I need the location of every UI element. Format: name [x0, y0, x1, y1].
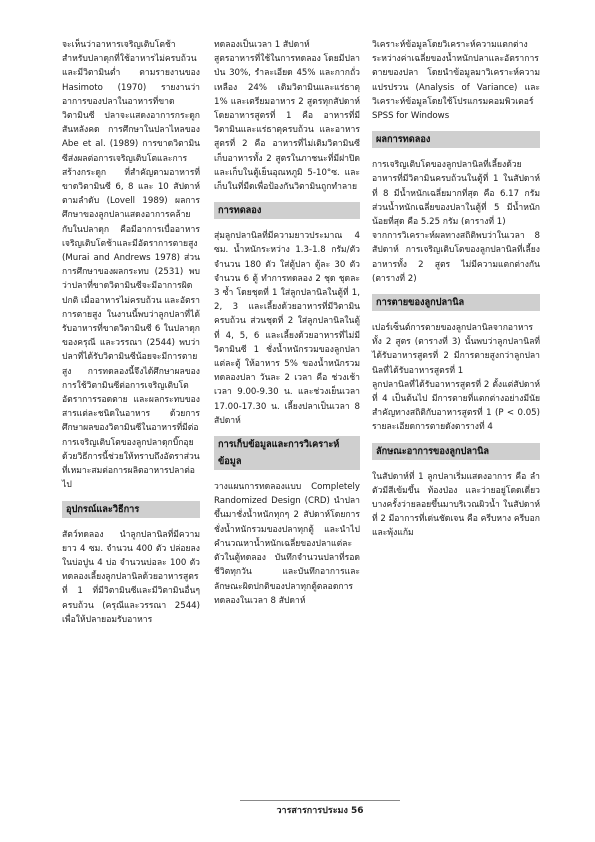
- page-footer: วารสารการประมง 56: [240, 800, 400, 817]
- paragraph: จากการวิเคราะห์ผลทางสถิติพบว่าในเวลา 8 สัปดาห์ การเจริญเติบโตของลูกปลานิลที่เลี้ยงอาหารทั้ง 2 สูตร ไม่มีความแตกต่างกัน (ตารางที่ 2): [372, 231, 540, 284]
- paragraph: จะเห็นว่าอาหารเจริญเติบโตช้า สำหรับปลาดุกที่ใช้อาหารไม่ครบถ้วนและมีวิตามินต่ำ ตามรายงานของ Hasimoto (1970) รายงานว่าอาการของปลาในอาหารที่ขาดวิตามินซี ปลาจะแสดงอาการกระดูกสันหลังคด การศึกษาในปลาไหลของ Abe et al. (1989) การขาดวิตามินซีส่งผลต่อการเจริญเติบโตและการสร้างกระดูก ที่สำคัญตามอาหารที่ขาดวิตามินซี 6, 8 และ 10 สัปดาห์ตามลำดับ (Lovell 1989) ผลการศึกษาของลูกปลาแสดงอาการคล้ายกับในปลาดุก คือมีอาการเบื่ออาหาร เจริญเติบโตช้าและมีอัตราการตายสูง (Murai and Andrews 1978) ส่วนการศึกษาของผลกระทบ (2531) พบว่าปลาที่ขาดวิตามินซีจะมีอาการผิดปกติ เมื่ออาหารไม่ครบถ้วน และอัตราการตายสูง ในงานนี้พบว่าลูกปลาที่ได้รับอาหารที่ขาดวิตามินซี 6 ในปลาดุกของครุณี และวรรณา (2544) พบว่าปลาที่ได้รับวิตามินซีน้อยจะมีการตายสูง การทดลองนี้จึงได้ศึกษาผลของการใช้วิตามินซีต่อการเจริญเติบโต อัตราการรอดตาย และผลกระทบของสารแต่ละชนิดในอาหาร ด้วยการศึกษาผลของวิตามินซีในอาหารที่มีต่อการเจริญเติบโตของลูกปลาดุกบิ๊กอุย ด้วยวิธีการนี้ช่วยให้ทราบถึงอัตราส่วนที่เหมาะสมต่อการผลิตอาหารปลาต่อไป: [62, 40, 200, 491]
- paragraph: เปอร์เซ็นต์การตายของลูกปลานิลจากอาหารทั้ง 2 สูตร (ตารางที่ 3) นั้นพบว่าลูกปลานิลที่ได้รับอาหารสูตรที่ 2 มีการตายสูงกว่าลูกปลานิลที่ได้รับอาหารสูตรที่ 1: [372, 323, 540, 376]
- paragraph: ลูกปลานิลที่ได้รับอาหารสูตรที่ 2 ตั้งแต่สัปดาห์ที่ 4 เป็นต้นไป มีการตายที่แตกต่างอย่างมีนัยสำคัญทางสถิติกับอาหารสูตรที่ 1 (P < 0.05) รายละเอียดการตายดังตารางที่ 4: [372, 379, 540, 433]
- paragraph: ในสัปดาห์ที่ 1 ลูกปลาเริ่มแสดงอาการ คือ ลำตัวมีสีเข้มขึ้น ท้องป่อง และว่ายอยู่โดดเดี่ยว บางครั้งว่ายลอยขึ้นมาบริเวณผิวน้ำ ในสัปดาห์ที่ 2 มีอาการที่เด่นชัดเจน คือ ครีบหาง ครีบอก และพุ้งแก้ม: [372, 471, 541, 539]
- paragraph: วางแผนการทดลองแบบ Completely Randomized Design (CRD) นำปลาขึ้นมาชั่งน้ำหนักทุกๆ 2 สัปดาห์โดยการชั่งน้ำหนักรวมของปลาทุกตู้ และนำไปคำนวณหาน้ำหนักเฉลี่ยของปลาแต่ละตัวในตู้ทดลอง บันทึกจำนวนปลาที่รอดชีวิตทุกวัน และบันทึกอาการและลักษณะผิดปกติของปลาทุกตู้ตลอดการทดลองในเวลา 8 สัปดาห์: [214, 482, 360, 606]
- section-heading-results: ผลการทดลอง: [372, 131, 540, 148]
- section-heading-experiment: การทดลอง: [214, 202, 360, 219]
- section-heading-data-analysis: การเก็บข้อมูลและการวิเคราะห์ข้อมูล: [214, 436, 360, 470]
- paragraph: สุ่มลูกปลานิลที่มีความยาวประมาณ 4 ซม. น้ำหนักระหว่าง 1.3-1.8 กรัม/ตัว จำนวน 180 ตัว ใส่ตู้ปลา ตู้ละ 30 ตัว จำนวน 6 ตู้ ทำการทดลอง 2 ชุด ชุดละ 3 ซ้ำ โดยชุดที่ 1 ใส่ลูกปลานิลในตู้ที่ 1, 2, 3 และเลี้ยงด้วยอาหารที่มีวิตามินครบถ้วน ส่วนชุดที่ 2 ใส่ลูกปลานิลในตู้ที่ 4, 5, 6 และเลี้ยงด้วยอาหารที่ไม่มีวิตามินซี 1 ชั่งน้ำหนักรวมของลูกปลาแต่ละตู้ ให้อาหาร 5% ของน้ำหนักรวมทดลองปลา วันละ 2 เวลา คือ ช่วงเช้าเวลา 9.00-9.30 น. และช่วงเย็นเวลา 17.00-17.30 น. เลี้ยงปลาเป็นเวลา 8 สัปดาห์: [214, 231, 360, 426]
- column-left: [62, 38, 200, 627]
- paragraph: สัตว์ทดลอง นำลูกปลานิลที่มีความยาว 4 ซม. จำนวน 400 ตัว ปล่อยลงในบ่อปูน 4 บ่อ จำนวนบ่อละ 100 ตัว ทดลองเลี้ยงลูกปลานิลด้วยอาหารสูตรที่ 1 ที่มีวิตามินซีและมีวิตามินอื่นๆ ครบถ้วน (ครุณีและวรรณา 2544) เพื่อให้ปลายอมรับอาหาร: [62, 529, 200, 625]
- column-middle: [214, 38, 360, 608]
- section-heading-materials-methods: อุปกรณ์และวิธีการ: [62, 501, 200, 518]
- paragraph: วิเคราะห์ข้อมูลโดยวิเคราะห์ความแตกต่างระหว่างค่าเฉลี่ยของน้ำหนักปลาและอัตราการตายของปลา โดยนำข้อมูลมาวิเคราะห์ความแปรปรวน (Analysis of Variance) และวิเคราะห์ข้อมูลโดยใช้โปรแกรมคอมพิวเตอร์ SPSS for Windows: [372, 40, 540, 122]
- section-heading-mortality: การตายของลูกปลานิล: [372, 294, 540, 311]
- column-right: [372, 38, 540, 541]
- section-heading-symptoms: ลักษณะอาการของลูกปลานิล: [372, 443, 540, 460]
- paragraph: สูตรอาหารที่ใช้ในการทดลอง โดยมีปลาป่น 30%, รำละเอียด 45% และกากถั่วเหลือง 24% เติมวิตามินและแร่ธาตุ 1% และเตรียมอาหาร 2 สูตรทุกสัปดาห์ โดยอาหารสูตรที่ 1 คือ อาหารที่มีวิตามินและแร่ธาตุครบถ้วน และอาหารสูตรที่ 2 คือ อาหารที่ไม่เติมวิตามินซี เก็บอาหารทั้ง 2 สูตรในภาชนะที่มีฝาปิด และเก็บในตู้เย็นอุณหภูมิ 5-10°ซ. และเก็บในที่มืดเพื่อป้องกันวิตามินถูกทำลาย: [214, 54, 360, 193]
- paragraph: ทดลองเป็นเวลา 1 สัปดาห์: [214, 40, 310, 50]
- paragraph: การเจริญเติบโตของลูกปลานิลที่เลี้ยงด้วยอาหารที่มีวิตามินครบถ้วนในตู้ที่ 1 ในสัปดาห์ที่ 8 มีน้ำหนักเฉลี่ยมากที่สุด คือ 6.17 กรัม ส่วนน้ำหนักเฉลี่ยของปลาในตู้ที่ 5 มีน้ำหนักน้อยที่สุด คือ 5.25 กรัม (ตารางที่ 1): [372, 160, 540, 228]
